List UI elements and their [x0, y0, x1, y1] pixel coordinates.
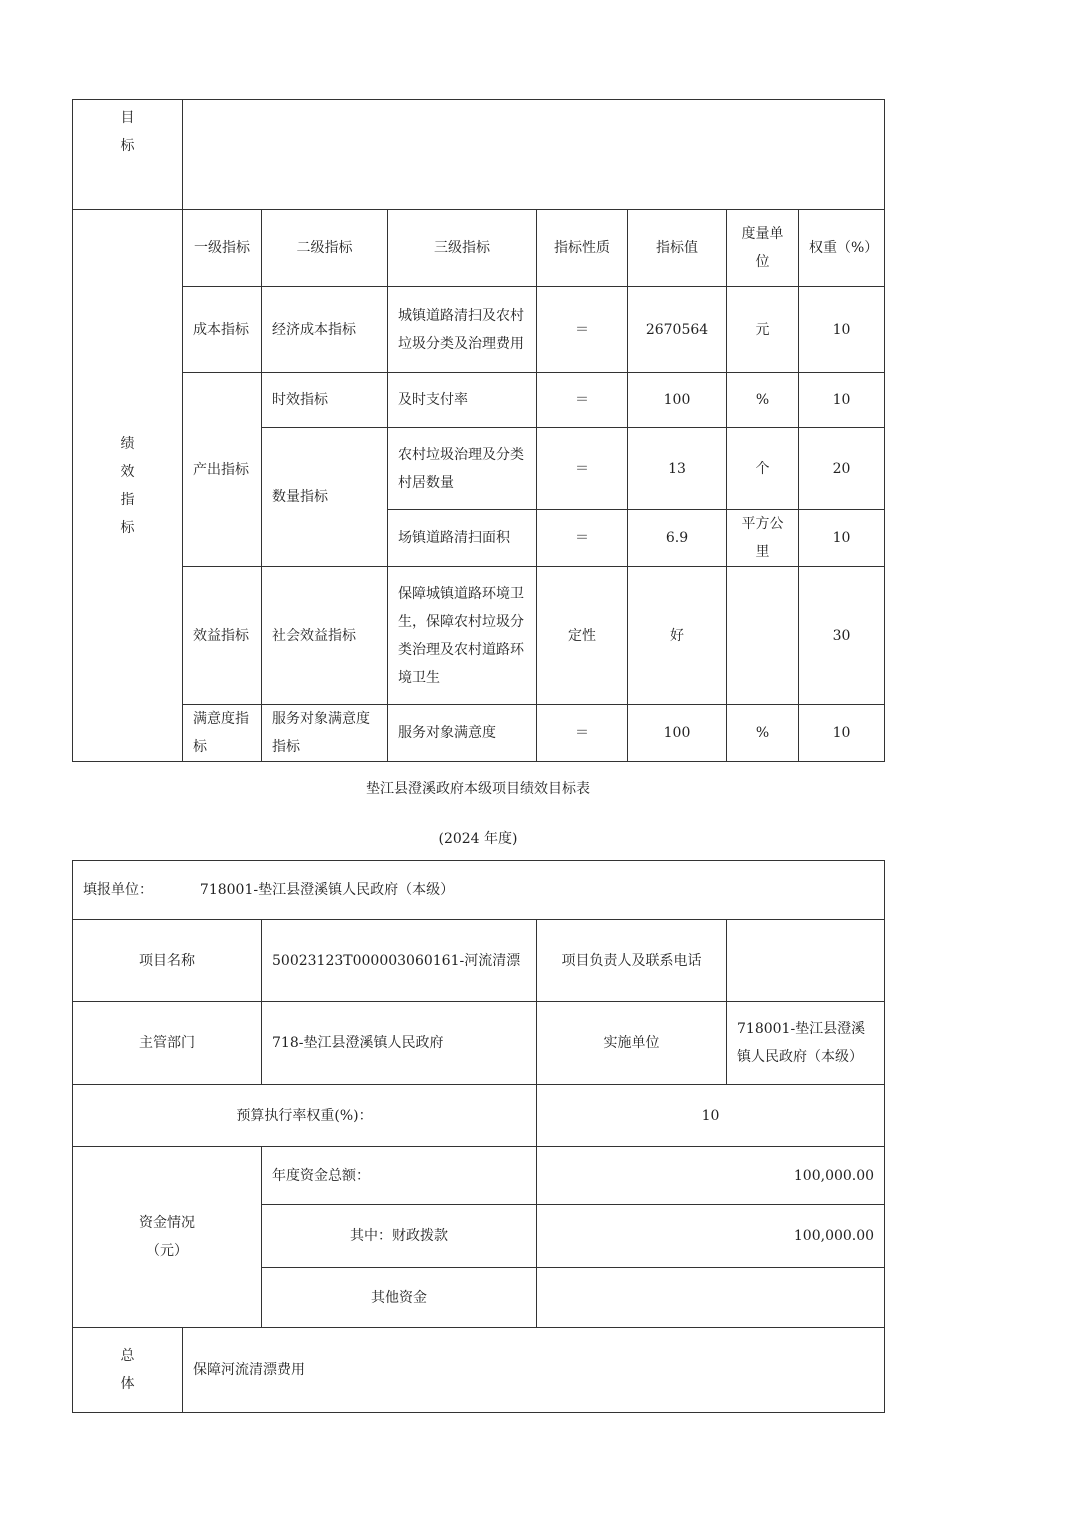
header-nature: 指标性质: [537, 210, 628, 287]
table-row: [73, 287, 885, 373]
cell-l3: 场镇道路清扫面积: [388, 510, 537, 567]
cell-weight: 10: [799, 510, 885, 567]
budget-value: 10: [537, 1085, 885, 1147]
header-weight: 权重（%）: [799, 210, 885, 287]
cell-value: 13: [628, 428, 727, 510]
contact-label: 项目负责人及联系电话: [537, 920, 727, 1002]
impl-label: 实施单位: [537, 1002, 727, 1085]
performance-indicator-table: [72, 99, 885, 762]
cell-l1: 满意度指标: [183, 705, 262, 762]
cell-nature: ＝: [537, 428, 628, 510]
header-l1: 一级指标: [183, 210, 262, 287]
cell-l3: 服务对象满意度: [388, 705, 537, 762]
project-name-value: 50023123T000003060161-河流清漂: [262, 920, 537, 1002]
project-info-table: [72, 860, 885, 1413]
cell-l2: 社会效益指标: [262, 567, 388, 705]
fund-total-label: 年度资金总额：: [262, 1147, 537, 1205]
header-l2: 二级指标: [262, 210, 388, 287]
cell-nature: ＝: [537, 373, 628, 428]
year-subtitle: (2024 年度): [438, 831, 518, 847]
goal-label: 目 标: [73, 100, 183, 210]
cell-nature: ＝: [537, 510, 628, 567]
perf-indicator-label: 绩 效 指 标: [73, 210, 183, 762]
fund-fiscal-label: 其中：财政拨款: [262, 1205, 537, 1268]
project-name-label: 项目名称: [73, 920, 262, 1002]
cell-l3: 城镇道路清扫及农村垃圾分类及治理费用: [388, 287, 537, 373]
unit-value: 718001-垫江县澄溪镇人民政府（本级）: [199, 882, 455, 898]
cell-nature: ＝: [537, 705, 628, 762]
dept-value: 718-垫江县澄溪镇人民政府: [262, 1002, 537, 1085]
table-row: [73, 567, 885, 705]
impl-value: 718001-垫江县澄溪镇人民政府（本级）: [727, 1002, 885, 1085]
fund-other-label: 其他资金: [262, 1268, 537, 1328]
fund-other-value: [537, 1268, 885, 1328]
cell-l2: 数量指标: [262, 428, 388, 567]
unit-label: 填报单位：: [83, 882, 153, 898]
cell-nature: ＝: [537, 287, 628, 373]
cell-unit: 元: [727, 287, 799, 373]
fund-total-value: 100,000.00: [537, 1147, 885, 1205]
header-l3: 三级指标: [388, 210, 537, 287]
cell-weight: 30: [799, 567, 885, 705]
cell-l2: 服务对象满意度指标: [262, 705, 388, 762]
overall-label: 总 体: [73, 1328, 183, 1413]
dept-label: 主管部门: [73, 1002, 262, 1085]
goal-content: [183, 100, 885, 210]
cell-l3: 及时支付率: [388, 373, 537, 428]
cell-weight: 10: [799, 705, 885, 762]
cell-l1: 产出指标: [183, 373, 262, 567]
cell-value: 100: [628, 373, 727, 428]
cell-weight: 10: [799, 373, 885, 428]
contact-value: [727, 920, 885, 1002]
header-value: 指标值: [628, 210, 727, 287]
overall-value: 保障河流清漂费用: [183, 1328, 885, 1413]
table-row: [73, 373, 885, 428]
cell-l1: 成本指标: [183, 287, 262, 373]
fund-fiscal-value: 100,000.00: [537, 1205, 885, 1268]
page-title: 垫江县澄溪政府本级项目绩效目标表: [366, 781, 590, 797]
cell-value: 好: [628, 567, 727, 705]
budget-label: 预算执行率权重(%)：: [73, 1085, 537, 1147]
cell-l3: 保障城镇道路环境卫生，保障农村垃圾分类治理及农村道路环境卫生: [388, 567, 537, 705]
cell-unit: [727, 567, 799, 705]
header-unit: 度量单位: [727, 210, 799, 287]
fund-label: 资金情况 （元）: [73, 1147, 262, 1328]
table-row: [73, 705, 885, 762]
cell-unit: 个: [727, 428, 799, 510]
cell-l2: 经济成本指标: [262, 287, 388, 373]
cell-value: 6.9: [628, 510, 727, 567]
cell-l2: 时效指标: [262, 373, 388, 428]
cell-weight: 20: [799, 428, 885, 510]
cell-nature: 定性: [537, 567, 628, 705]
cell-l1: 效益指标: [183, 567, 262, 705]
cell-weight: 10: [799, 287, 885, 373]
cell-value: 2670564: [628, 287, 727, 373]
unit-row: [73, 861, 885, 920]
cell-unit: 平方公里: [727, 510, 799, 567]
cell-value: 100: [628, 705, 727, 762]
cell-unit: %: [727, 373, 799, 428]
cell-unit: %: [727, 705, 799, 762]
cell-l3: 农村垃圾治理及分类村居数量: [388, 428, 537, 510]
